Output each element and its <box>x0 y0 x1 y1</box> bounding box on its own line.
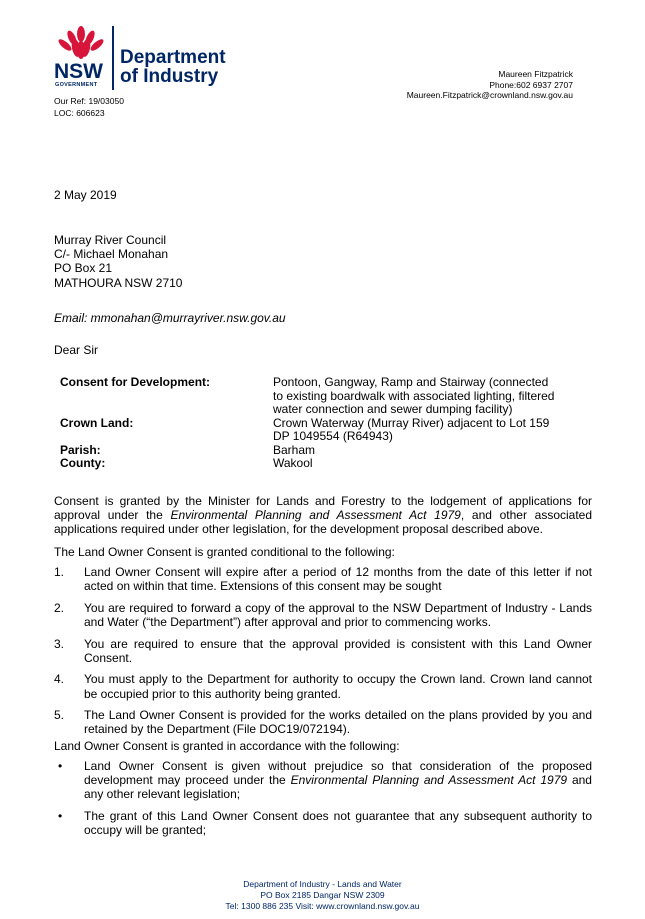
consent-details-table <box>60 376 600 471</box>
consent-text-part2: , and other associated applications required under other legislation, for the development proposal described above. <box>54 508 593 537</box>
condition-text: Land Owner Consent will expire after a period of 12 months from the date of this letter if not acted on within that time. Extensions of this consent may be sought <box>84 565 592 594</box>
address-line: PO Box 21 <box>54 261 113 276</box>
recipient-address <box>54 233 592 290</box>
condition-item <box>54 672 592 700</box>
detail-label: Parish: <box>60 442 101 457</box>
detail-value-line: water connection and sewer dumping facility) <box>273 402 513 416</box>
bullet-text-part: and any other relevant legislation; <box>84 773 592 802</box>
logo-government-text: GOVERNMENT <box>55 82 98 88</box>
detail-row-parish <box>60 444 600 458</box>
logo-dept-line1: Department <box>120 47 226 68</box>
detail-row-county <box>60 457 600 471</box>
address-line: C/- Michael Monahan <box>54 247 169 262</box>
detail-label: Consent for Development: <box>60 375 211 389</box>
detail-value <box>273 417 573 444</box>
detail-label: County: <box>60 456 106 470</box>
page-footer <box>0 879 645 912</box>
bullet-icon: • <box>58 809 63 823</box>
detail-value: Wakool <box>273 456 313 470</box>
act-name: Environmental Planning and Assessment Act 1979 <box>290 773 568 788</box>
condition-number: 5. <box>54 708 65 723</box>
detail-value-line: to existing boardwalk with associated lighting, filtered <box>273 388 555 403</box>
consent-paragraph <box>54 494 592 537</box>
recipient-email: Email: mmonahan@murrayriver.nsw.gov.au <box>54 311 286 325</box>
bullet-icon: • <box>58 759 63 773</box>
detail-value-line: Pontoon, Gangway, Ramp and Stairway (connected <box>273 375 549 389</box>
conditions-list <box>54 565 592 744</box>
waratah-icon <box>58 26 104 62</box>
loc-ref: LOC: 606623 <box>54 108 105 118</box>
accordance-intro: Land Owner Consent is granted in accordance with the following: <box>54 739 400 753</box>
list-item <box>54 759 592 802</box>
contact-email: Maureen.Fitzpatrick@crownland.nsw.gov.au <box>406 90 573 100</box>
salutation: Dear Sir <box>54 343 99 357</box>
condition-item <box>54 565 592 593</box>
condition-item <box>54 708 592 736</box>
conditions-intro: The Land Owner Consent is granted conditional to the following: <box>54 545 395 559</box>
detail-row-consent <box>60 376 600 417</box>
footer-line: Tel: 1300 886 235 Visit: www.crownland.nsw.gov.au <box>225 901 420 911</box>
footer-line: Department of Industry - Lands and Water <box>243 879 402 889</box>
contact-phone: Phone:602 6937 2707 <box>489 79 573 90</box>
bullet-text-part: Land Owner Consent is given without prejudice so that consideration of the proposed development may proceed under the <box>84 759 592 788</box>
our-ref: Our Ref: 19/03050 <box>54 96 124 106</box>
condition-number: 1. <box>54 565 65 579</box>
logo-dept-line2: of Industry <box>120 66 219 87</box>
address-line: Murray River Council <box>54 233 167 247</box>
detail-value-line: Crown Waterway (Murray River) adjacent to Lot 159 <box>273 415 550 430</box>
condition-text: You are required to forward a copy of the approval to the NSW Department of Industry - Lands and Water (“the Department”) after approval and prior to commencing works. <box>84 600 592 629</box>
detail-value: Barham <box>273 442 316 457</box>
reference-block <box>54 95 124 119</box>
condition-number: 2. <box>54 600 65 615</box>
detail-row-crown-land <box>60 417 600 444</box>
list-item <box>54 809 592 837</box>
detail-label: Crown Land: <box>60 415 134 430</box>
logo-divider <box>112 26 114 90</box>
consent-text-part1: Consent is granted by the Minister for Lands and Forestry to the lodgement of applications for approval under the <box>54 494 592 523</box>
detail-value <box>273 376 573 417</box>
condition-item <box>54 637 592 665</box>
logo-nsw-text: NSW <box>54 60 103 83</box>
detail-value-line: DP 1049554 (R64943) <box>273 429 393 443</box>
condition-number: 4. <box>54 672 65 687</box>
nsw-department-of-industry-logo <box>54 26 254 92</box>
accordance-list <box>54 759 592 845</box>
condition-text: You are required to ensure that the approval provided is consistent with this Land Owner Consent. <box>84 636 592 665</box>
footer-line: PO Box 2185 Dangar NSW 2309 <box>260 890 385 900</box>
address-line: MATHOURA NSW 2710 <box>54 275 183 290</box>
logo-department-name <box>120 48 226 86</box>
contact-block <box>407 69 573 101</box>
condition-text: The Land Owner Consent is provided for the works detailed on the plans provided by you and retained by the Department (File DOC19/072194). <box>84 708 592 737</box>
letter-date: 2 May 2019 <box>54 188 117 202</box>
bullet-text: The grant of this Land Owner Consent does not guarantee that any subsequent authority to occupy will be granted; <box>84 809 592 838</box>
condition-number: 3. <box>54 636 65 651</box>
condition-item <box>54 601 592 629</box>
act-name: Environmental Planning and Assessment Act 1979 <box>170 508 461 523</box>
contact-name: Maureen Fitzpatrick <box>498 69 573 79</box>
condition-text: You must apply to the Department for authority to occupy the Crown land. Crown land cannot be occupied prior to this authority being granted. <box>84 672 592 701</box>
bullet-text <box>84 759 592 802</box>
